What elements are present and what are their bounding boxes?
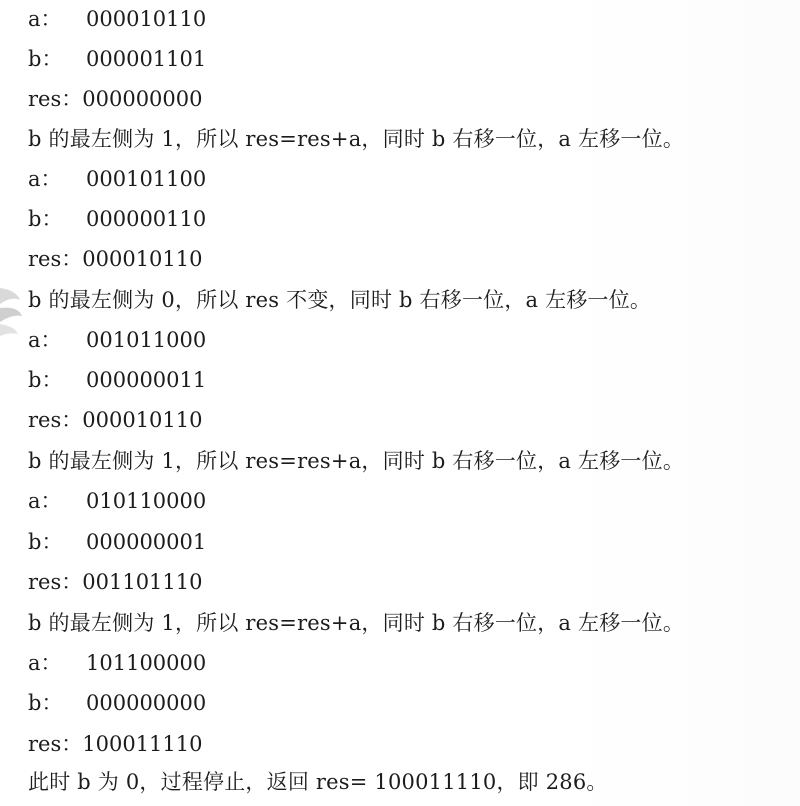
b-label: b： bbox=[28, 530, 63, 554]
res-value: 100011110 bbox=[82, 732, 203, 756]
a-row bbox=[28, 4, 206, 34]
res-label: res： bbox=[28, 408, 83, 432]
res-value: 000010110 bbox=[82, 247, 203, 271]
b-row bbox=[28, 204, 206, 234]
a-row bbox=[28, 325, 206, 355]
b-label: b： bbox=[28, 368, 63, 392]
a-row bbox=[28, 648, 206, 678]
a-value: 000010110 bbox=[86, 7, 207, 31]
res-value: 000010110 bbox=[82, 408, 203, 432]
b-row bbox=[28, 44, 206, 74]
b-row bbox=[28, 688, 206, 718]
a-label: a： bbox=[28, 489, 62, 513]
res-row bbox=[28, 729, 203, 759]
a-label: a： bbox=[28, 328, 62, 352]
a-value: 010110000 bbox=[86, 489, 207, 513]
b-row bbox=[28, 365, 206, 395]
conclusion-note: 此时 b 为 0，过程停止，返回 res= 100011110，即 286。 bbox=[28, 770, 608, 794]
res-label: res： bbox=[28, 570, 83, 594]
a-label: a： bbox=[28, 651, 62, 675]
b-value: 000000011 bbox=[86, 368, 207, 392]
step-note: b 的最左侧为 1，所以 res=res+a，同时 b 右移一位，a 左移一位。 bbox=[28, 127, 685, 151]
res-row bbox=[28, 405, 203, 435]
b-label: b： bbox=[28, 207, 63, 231]
b-value: 000001101 bbox=[86, 47, 207, 71]
a-label: a： bbox=[28, 7, 62, 31]
res-value: 000000000 bbox=[82, 87, 203, 111]
res-row bbox=[28, 84, 203, 114]
b-value: 000000110 bbox=[86, 207, 207, 231]
b-value: 000000000 bbox=[86, 691, 207, 715]
res-label: res： bbox=[28, 87, 83, 111]
res-label: res： bbox=[28, 732, 83, 756]
b-label: b： bbox=[28, 47, 63, 71]
a-label: a： bbox=[28, 167, 62, 191]
a-value: 101100000 bbox=[86, 651, 207, 675]
a-row bbox=[28, 164, 206, 194]
res-label: res： bbox=[28, 247, 83, 271]
b-label: b： bbox=[28, 691, 63, 715]
res-row bbox=[28, 567, 203, 597]
step-note: b 的最左侧为 0，所以 res 不变，同时 b 右移一位，a 左移一位。 bbox=[28, 288, 652, 312]
b-value: 000000001 bbox=[86, 530, 207, 554]
b-row bbox=[28, 527, 206, 557]
res-row bbox=[28, 244, 203, 274]
a-row bbox=[28, 486, 206, 516]
res-value: 001101110 bbox=[82, 570, 203, 594]
page-curl-icon bbox=[0, 282, 22, 338]
a-value: 001011000 bbox=[86, 328, 207, 352]
a-value: 000101100 bbox=[86, 167, 207, 191]
step-note: b 的最左侧为 1，所以 res=res+a，同时 b 右移一位，a 左移一位。 bbox=[28, 449, 685, 473]
step-note: b 的最左侧为 1，所以 res=res+a，同时 b 右移一位，a 左移一位。 bbox=[28, 611, 685, 635]
